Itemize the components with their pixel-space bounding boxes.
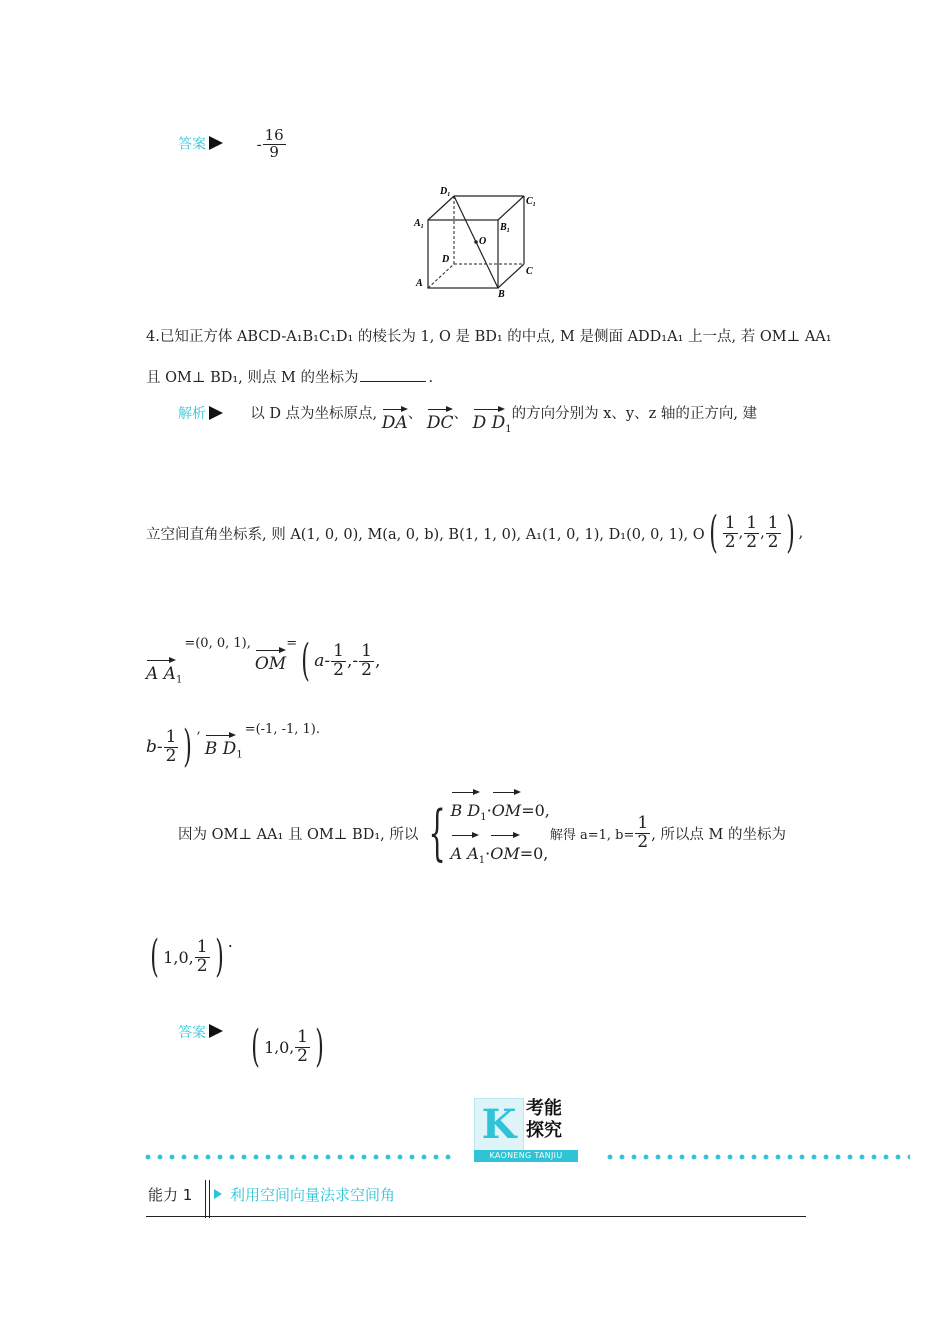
vector-da: DA <box>382 407 408 433</box>
vector-dc: DC <box>427 407 454 433</box>
triangle-marker-icon <box>209 406 223 420</box>
label-b: B <box>498 289 505 298</box>
vector-dd1: D $D_1$ <box>473 416 512 432</box>
dotted-divider-left <box>142 1152 454 1162</box>
label-d1: $D_1$ <box>440 186 451 198</box>
label-c1: $C_1$ <box>526 196 536 208</box>
label-a: A <box>416 278 423 289</box>
label-o: O <box>479 236 487 247</box>
logo-k-letter: K <box>481 1101 517 1148</box>
problem-line1: 4.已知正方体 ABCD-A₁B₁C₁D₁ 的棱长为 1, O 是 BD₁ 的中点, M 是侧面 ADD₁A₁ 上一点, 若 OM⊥ AA₁ <box>146 329 832 345</box>
kaoneng-logo: K 考能 探究 KAONENG TANJIU <box>474 1098 578 1162</box>
vector-bd1: B $D_1$ <box>205 733 243 761</box>
label-a1: $A_1$ <box>414 218 424 230</box>
triangle-small-icon <box>214 1189 222 1199</box>
vectors-line1: A $A_1$ =(0, 0, 1), OM = ( a- $\frac{1}{2}$ ,- $\frac{1}{2}$ , <box>146 635 381 686</box>
solution-label: 解析 <box>178 406 206 422</box>
answer1-row <box>178 128 287 161</box>
o-z: $\frac{1}{2}$ <box>767 512 779 552</box>
answer-blank <box>360 369 426 382</box>
result-line: ( 1 , 0 , $\frac{1}{2}$ ) . <box>150 931 233 982</box>
section-underline <box>146 1216 806 1217</box>
section-bar <box>205 1180 210 1218</box>
logo-english: KAONENG TANJIU <box>474 1150 578 1162</box>
answer2-row: 答案 ( 1 , 0 , $\frac{1}{2}$ ) <box>178 1021 324 1072</box>
label-d: D <box>442 254 450 265</box>
vector-om: OM <box>255 648 286 674</box>
cube-figure <box>412 186 542 298</box>
answer1-fraction: $\frac{16}{9}$ <box>264 126 284 161</box>
answer-label: 答案 <box>178 1025 206 1041</box>
o-y: $\frac{1}{2}$ <box>746 512 758 552</box>
section-title: 利用空间向量法求空间角 <box>214 1184 395 1205</box>
dotted-divider-right <box>604 1152 910 1162</box>
triangle-marker-icon <box>209 1024 223 1038</box>
system-line: 因为 OM⊥ AA₁ 且 OM⊥ BD₁, 所以 { B $D_1\cdot OM=0$, A $A_1\cdot OM=0$, 解得 a=1, b= $\frac{1}{2}$ , 所以点 M 的坐标为 <box>178 800 786 866</box>
answer-label: 答案 <box>178 136 206 153</box>
vector-aa1: A $A_1$ <box>146 658 182 686</box>
equation-system: B $D_1\cdot OM=0$, A $A_1\cdot OM=0$, <box>451 790 550 876</box>
problem-line2: 且 OM⊥ BD₁, 则点 M 的坐标为 . <box>146 370 434 386</box>
section-tag: 能力 1 <box>148 1186 193 1204</box>
coords-line: 立空间直角坐标系, 则 A(1, 0, 0), M(a, 0, b), B(1, 1, 0), A₁(1, 0, 1), D₁(0, 0, 1), O ( $\frac{1}{2}$ , $\frac{1}{2}$ , $\frac{1}{2}$ ) , <box>146 507 804 558</box>
answer1-sign: - <box>256 135 262 154</box>
label-b1: $B_1$ <box>500 222 510 234</box>
triangle-marker-icon <box>209 136 223 150</box>
o-x: $\frac{1}{2}$ <box>724 512 736 552</box>
vectors-line2: b- $\frac{1}{2}$ ) , B $D_1$ =(-1, -1, 1). <box>146 721 320 772</box>
label-c: C <box>526 266 533 277</box>
solution-intro: 解析 以 D 点为坐标原点, DA、 DC、 D $D_1$的方向分别为 x、y、z 轴的正方向, 建 <box>178 406 758 435</box>
